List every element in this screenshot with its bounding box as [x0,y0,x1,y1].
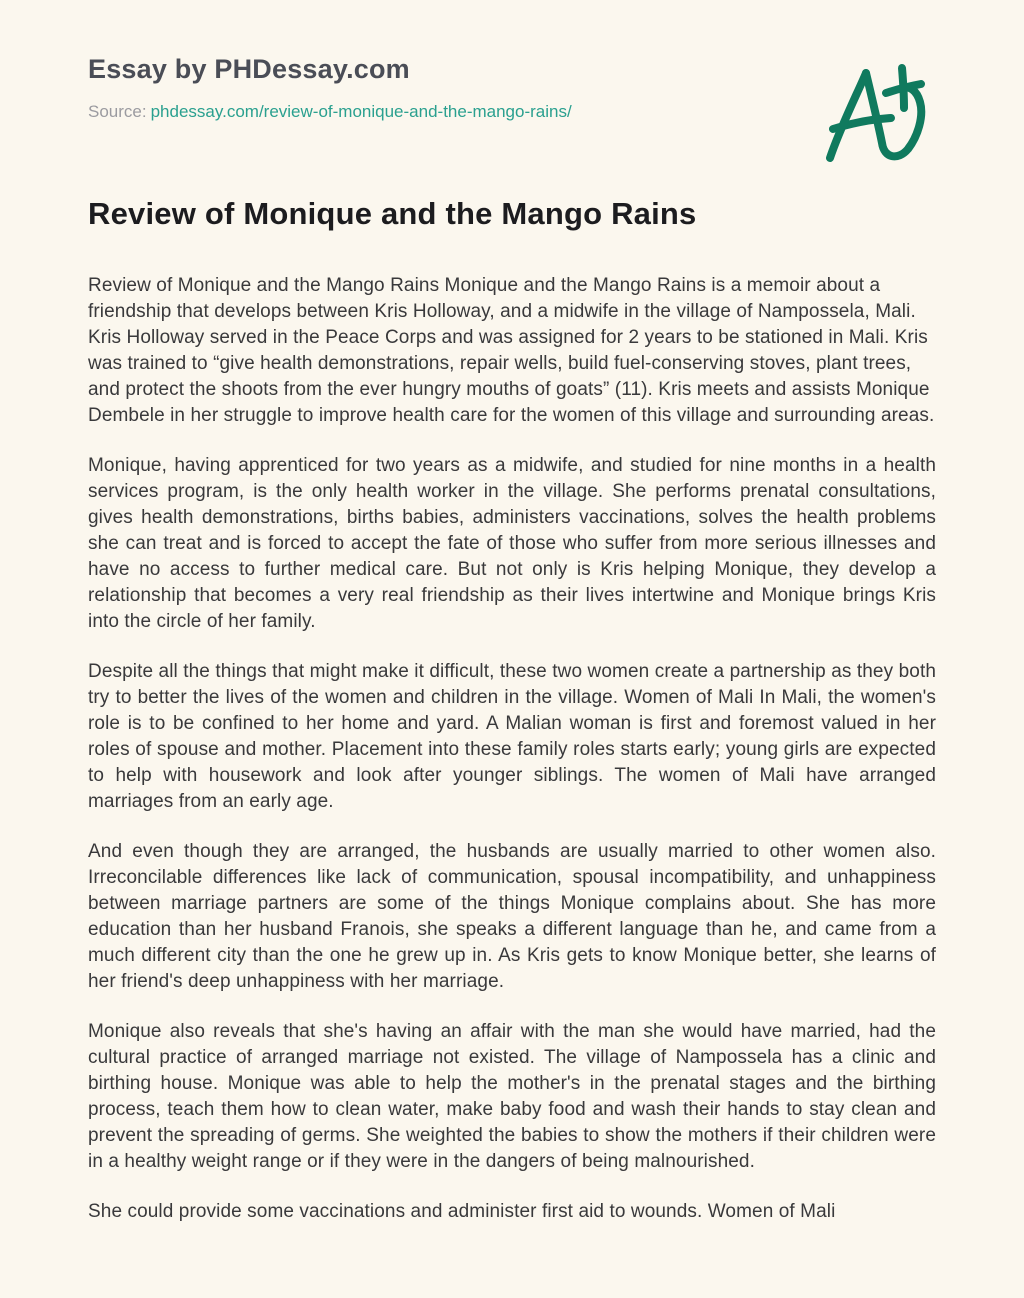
essay-paragraph-3: Despite all the things that might make it difficult, these two women create a partnership as they both try to better the lives of the women and children in the village. Women of Mali In Mali, the women's role is to be confined to her home and yard. A Malian woman is first and foremost valued in her roles of spouse and mother. Placement into these family roles starts early; young girls are expected to help with housework and look after younger siblings. The women of Mali have arranged marriages from an early age. [88,661,936,812]
source-line [88,102,936,122]
aplus-grade-logo-icon [820,48,930,173]
essay-paragraph-4: And even though they are arranged, the husbands are usually married to other women also. Irreconcilable differences like lack of communication, spousal incompatibility, and unhappiness between marriage partners are some of the things Monique complains about. She has more education than her husband Franois, she speaks a different language than he, and came from a much different city than the one he grew up in. As Kris gets to know Monique better, she learns of her friend's deep unhappiness with her marriage. [88,841,936,992]
essay-body [88,273,936,1225]
page-title: Review of Monique and the Mango Rains [88,196,697,231]
byline: Essay by PHDessay.com [88,54,410,84]
essay-paragraph-5: Monique also reveals that she's having an affair with the man she would have married, had the cultural practice of arranged marriage not existed. The village of Nampossela has a clinic and birthing house. Monique was able to help the mother's in the prenatal stages and the birthing process, teach them how to clean water, make baby food and wash their hands to stay clean and prevent the spreading of germs. She weighted the babies to show the mothers if their children were in a healthy weight range or if they were in the dangers of being malnourished. [88,1021,936,1172]
essay-paragraph-1: Review of Monique and the Mango Rains Monique and the Mango Rains is a memoir about a friendship that develops between Kris Holloway, and a midwife in the village of Nampossela, Mali. Kris Holloway served in the Peace Corps and was assigned for 2 years to be stationed in Mali. Kris was trained to “give health demonstrations, repair wells, build fuel-conserving stoves, plant trees, and protect the shoots from the ever hungry mouths of goats” (11). Kris meets and assists Monique Dembele in her struggle to improve health care for the women of this village and surrounding areas. [88,275,935,426]
essay-paragraph-6: She could provide some vaccinations and administer first aid to wounds. Women of Mali [88,1201,836,1222]
source-label: Source: [88,102,147,121]
essay-paragraph-2: Monique, having apprenticed for two years as a midwife, and studied for nine months in a health services program, is the only health worker in the village. She performs prenatal consultations, gives health demonstrations, births babies, administers vaccinations, solves the health problems she can treat and is forced to accept the fate of those who suffer from more serious illnesses and have no access to further medical care. But not only is Kris helping Monique, they develop a relationship that becomes a very real friendship as their lives intertwine and Monique brings Kris into the circle of her family. [88,455,936,632]
source-url-link[interactable]: phdessay.com/review-of-monique-and-the-mango-rains/ [150,102,572,121]
page-header [88,54,936,122]
